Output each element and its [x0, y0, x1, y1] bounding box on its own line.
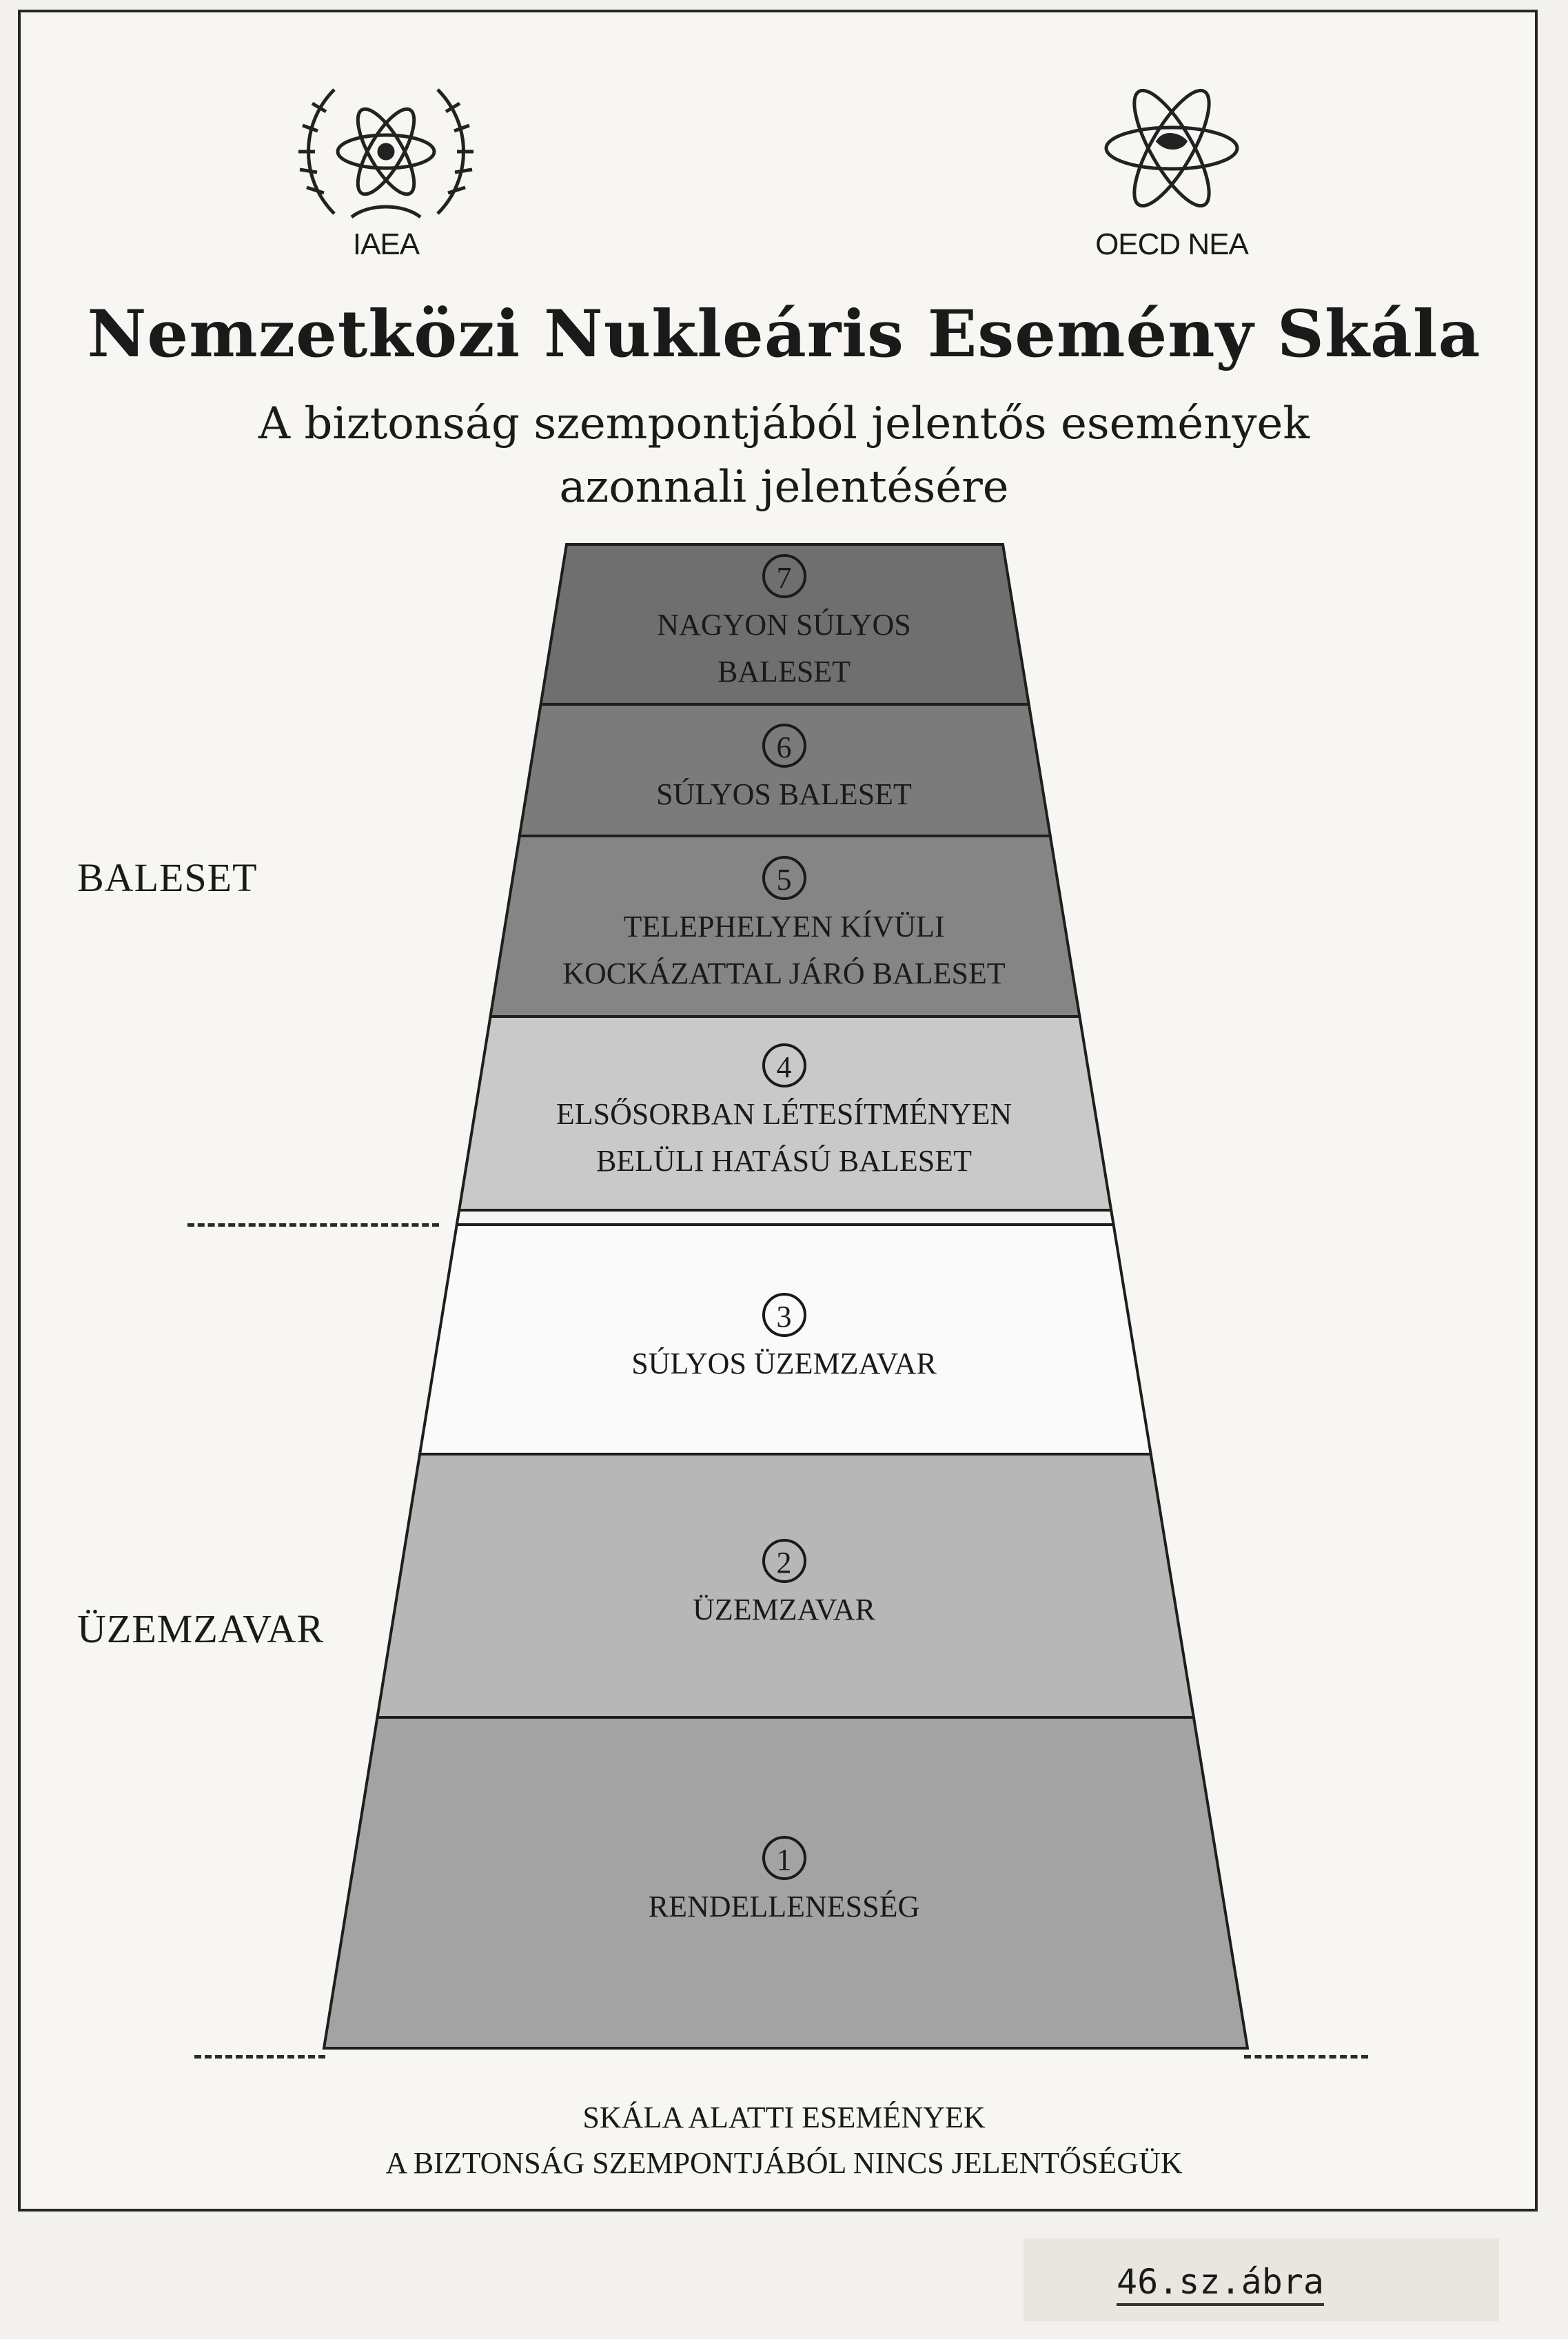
level-separator: [457, 1210, 1114, 1225]
level-label-4: [0, 1043, 1568, 1185]
oecd-nea-caption: OECD NEA: [1095, 227, 1248, 261]
level-label-5: [0, 856, 1568, 997]
level-title-6: SÚLYOS BALESET: [656, 777, 912, 811]
level-title-7: NAGYON SÚLYOS: [657, 608, 911, 642]
subtitle-line-2: azonnali jelentésére: [559, 462, 1009, 513]
group-label-baleset: BALESET: [77, 855, 258, 900]
level-number-4: 4: [762, 1043, 806, 1087]
level-number-7: 7: [762, 554, 806, 598]
group-label-uzemzavar: ÜZEMZAVAR: [77, 1606, 325, 1651]
page-title: Nemzetközi Nukleáris Esemény Skála: [87, 296, 1481, 372]
level-number-5: 5: [762, 856, 806, 900]
level-number-2: 2: [762, 1539, 806, 1583]
level-title-7-line2: BALESET: [717, 655, 851, 688]
level-number-3: 3: [762, 1293, 806, 1337]
level-title-1: RENDELLENESSÉG: [648, 1890, 920, 1923]
level-number-6: 6: [762, 724, 806, 768]
level-number-1: 1: [762, 1836, 806, 1880]
level-title-3: SÚLYOS ÜZEMZAVAR: [631, 1346, 937, 1380]
level-title-4: ELSŐSORBAN LÉTESÍTMÉNYEN: [556, 1096, 1012, 1131]
iaea-caption: IAEA: [352, 227, 420, 261]
level-title-5: TELEPHELYEN KÍVÜLI: [623, 910, 945, 943]
below-scale-line-2: A BIZTONSÁG SZEMPONTJÁBÓL NINCS JELENTŐSÉGÜK: [385, 2146, 1183, 2180]
level-title-2: ÜZEMZAVAR: [693, 1593, 875, 1626]
figure-reference: 46.sz.ábra: [1117, 2262, 1324, 2306]
level-label-1: [0, 1836, 1568, 1930]
subtitle-line-1: A biztonság szempontjából jelentős események: [258, 398, 1310, 449]
level-label-2: [0, 1539, 1568, 1633]
level-label-6: [0, 724, 1568, 818]
level-title-5-line2: KOCKÁZATTAL JÁRÓ BALESET: [562, 957, 1006, 990]
below-scale-line-1: SKÁLA ALATTI ESEMÉNYEK: [582, 2101, 986, 2134]
level-label-7: [0, 554, 1568, 695]
level-title-4-line2: BELÜLI HATÁSÚ BALESET: [595, 1143, 973, 1178]
below-scale-note: [0, 2095, 1568, 2186]
level-label-3: [0, 1293, 1568, 1387]
